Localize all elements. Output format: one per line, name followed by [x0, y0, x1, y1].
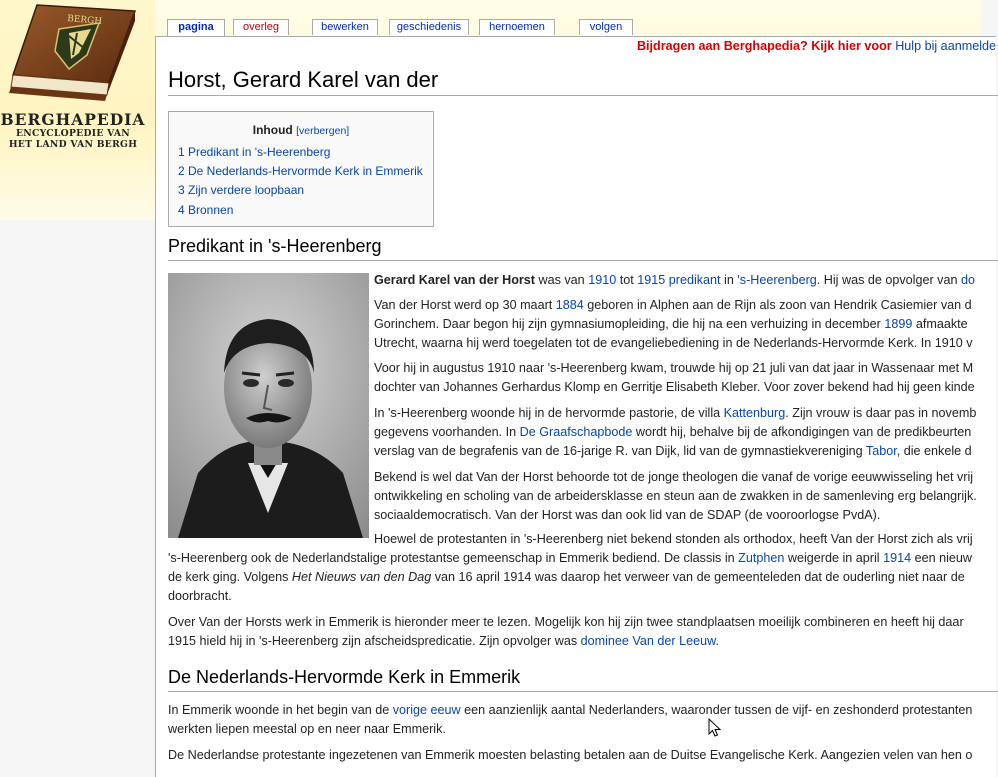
logo-subtitle-line-2: HET LAND VAN BERGH	[8, 139, 138, 150]
logo-subtitle-line-1: ENCYCLOPEDIE VAN	[15, 128, 130, 139]
paragraph-3-line-2: dochter van Johannes Gerhardus Klomp en Gerritje Elisabeth Kleber. Voor zover bekend had hij geen kinde	[374, 380, 975, 394]
text: een aanzienlijk aantal Nederlanders, waaronder tussen de vijf- en zeshonderd protestanten	[460, 703, 973, 717]
text: gegevens voorhanden. In	[374, 425, 520, 439]
paragraph-3-line-1: Voor hij in augustus 1910 naar 's-Heerenberg kwam, trouwde hij op 21 juli van dat jaar in Wassenaar met M	[374, 361, 974, 375]
paragraph-5-line-2: ontwikkeling en scholing van de arbeidersklasse en steun aan de zwakken in de samenleving erg belangrijk.	[374, 489, 977, 503]
paragraph-8-line-1	[168, 701, 972, 720]
subject-name: Gerard Karel van der Horst	[374, 273, 535, 287]
mouse-cursor-icon	[708, 718, 722, 738]
logo-area[interactable]	[0, 0, 155, 220]
tab-volgen[interactable]: volgen	[579, 19, 633, 35]
paragraph-4-line-2	[374, 423, 971, 442]
paragraph-1-line-1	[374, 271, 975, 290]
logo-title: BERGHAPEDIA	[0, 110, 146, 129]
link-1899[interactable]: 1899	[884, 317, 913, 331]
link-1884[interactable]: 1884	[555, 298, 584, 312]
paragraph-4-line-3	[374, 442, 972, 461]
text: was van	[534, 273, 589, 287]
content-area	[155, 36, 996, 777]
text: In 's-Heerenberg woonde hij in de hervormde pastorie, de villa	[374, 406, 724, 420]
link-zutphen[interactable]: Zutphen	[738, 551, 785, 565]
portrait-image	[168, 273, 369, 538]
toc-item-bronnen[interactable]: 4 Bronnen	[178, 203, 234, 217]
text: wordt hij, behalve bij de afkondigingen van de predikbeurten	[632, 425, 972, 439]
book-text: BERGH	[66, 14, 103, 28]
link-1910[interactable]: 1910	[588, 273, 617, 287]
text: , die enkele d	[896, 444, 972, 458]
text: weigerde in april	[784, 551, 884, 565]
text: 's-Heerenberg ook de Nederlandstalige protestantse gemeenschap in Emmerik bediend. De classis in	[168, 551, 739, 565]
tab-overleg[interactable]: overleg	[233, 19, 289, 35]
paragraph-2-line-1	[374, 296, 972, 315]
tab-pagina[interactable]: pagina	[167, 19, 225, 36]
paragraph-8-line-2: werkten liepen meestal op en neer naar Emmerik.	[168, 722, 446, 736]
text: .	[715, 634, 720, 648]
text: Van der Horst werd op 30 maart	[374, 298, 556, 312]
paragraph-4-line-1	[374, 404, 976, 423]
text: afmaakte	[912, 317, 968, 331]
link-vorige-eeuw[interactable]: vorige eeuw	[392, 703, 461, 717]
toc-item-loopbaan[interactable]: 3 Zijn verdere loopbaan	[178, 183, 305, 197]
site-notice-text: Bijdragen aan Berghapedia? Kijk hier voor	[636, 39, 892, 53]
toc-item-predikant[interactable]: 1 Predikant in 's-Heerenberg	[178, 145, 331, 159]
page-title: Horst, Gerard Karel van der	[168, 67, 998, 96]
help-signup-link[interactable]: Hulp bij aanmelde	[895, 39, 996, 53]
text: Gorinchem. Daar begon hij zijn gymnasiumopleiding, die hij na een verhuizing in december	[374, 317, 885, 331]
link-s-heerenberg[interactable]: 's-Heerenberg	[737, 273, 817, 287]
text: een nieuw	[911, 551, 973, 565]
site-notice	[637, 39, 996, 53]
paragraph-6-line-1: Hoewel de protestanten in 's-Heerenberg niet bekend stonden als orthodox, heeft Van der Horst zich als vrij	[374, 532, 973, 546]
text: geboren in Alphen aan de Rijn als zoon van Hendrik Casiemier van d	[583, 298, 972, 312]
link-1914[interactable]: 1914	[883, 551, 912, 565]
tab-hernoemen[interactable]: hernoemen	[479, 19, 555, 35]
paragraph-2-line-3: Utrecht, waarna hij werd toegelaten tot de evangeliebediening in de Nederlands-Hervormde Kerk. In 1910 v	[374, 336, 973, 350]
text: tot	[616, 273, 638, 287]
link-predecessor[interactable]: do	[960, 273, 975, 287]
link-1915[interactable]: 1915	[637, 273, 666, 287]
text: verslag van de begrafenis van de 16-jarige R. van Dijk, lid van de gymnastiekvereniging	[374, 444, 866, 458]
link-predikant[interactable]: predikant	[668, 273, 721, 287]
text: In Emmerik woonde in het begin van de	[168, 703, 393, 717]
paragraph-5-line-1: Bekend is wel dat Van der Horst behoorde tot de jonge theologen die vanaf de vorige eeuwwisseling het vrij	[374, 470, 974, 484]
text: . Hij was de opvolger van	[816, 273, 961, 287]
top-bar	[155, 0, 981, 36]
paragraph-7-line-1: Over Van der Horsts werk in Emmerik is hieronder meer te lezen. Mogelijk kon hij zijn twee standplaatsen moeilijk combineren en heeft hij daar	[168, 615, 964, 629]
tab-bewerken[interactable]: bewerken	[312, 19, 378, 35]
paragraph-6-line-4: doorbracht.	[168, 589, 232, 603]
toc-toggle-link[interactable]: [verbergen]	[296, 125, 350, 137]
text: 1915 hield hij in 's-Heerenberg zijn afscheidspredicatie. Zijn opvolger was	[168, 634, 581, 648]
table-of-contents	[168, 111, 434, 227]
link-de-graafschapbode[interactable]: De Graafschapbode	[519, 425, 633, 439]
text: van 16 april 1914 was daarop het verweer van de gemeenteleden dat de ouderling niet naar de	[431, 570, 965, 584]
text: . Zijn vrouw is daar pas in novemb	[785, 406, 977, 420]
link-kattenburg[interactable]: Kattenburg	[723, 406, 786, 420]
portrait-photo[interactable]	[168, 273, 369, 538]
tab-geschiedenis[interactable]: geschiedenis	[389, 19, 469, 35]
paragraph-7-line-2	[168, 632, 719, 651]
toc-header	[169, 123, 433, 137]
link-tabor[interactable]: Tabor	[865, 444, 897, 458]
section-heading-kerk-emmerik: De Nederlands-Hervormde Kerk in Emmerik	[168, 667, 998, 692]
section-heading-predikant: Predikant in 's-Heerenberg	[168, 236, 998, 261]
text: in	[720, 273, 738, 287]
link-dominee-van-der-leeuw[interactable]: dominee Van der Leeuw	[580, 634, 716, 648]
book-logo-icon[interactable]	[7, 3, 139, 109]
toc-item-kerk-emmerik[interactable]: 2 De Nederlands-Hervormde Kerk in Emmerik	[178, 164, 423, 178]
newspaper-title: Het Nieuws van den Dag	[291, 570, 432, 584]
paragraph-2-line-2	[374, 315, 968, 334]
paragraph-6-line-3	[168, 568, 965, 587]
paragraph-9-line-1: De Nederlandse protestante ingezetenen van Emmerik moesten belasting betalen aan de Duitse Evangelische Kerk. Aangezien velen van hen o	[168, 748, 973, 762]
toc-title: Inhoud	[252, 123, 293, 137]
paragraph-6-line-2	[168, 549, 972, 568]
text: de kerk ging. Volgens	[168, 570, 292, 584]
paragraph-5-line-3: sociaaldemocratisch. Van der Horst was dan ook lid van de SDAP (de vooroorlogse PvdA).	[374, 508, 881, 522]
